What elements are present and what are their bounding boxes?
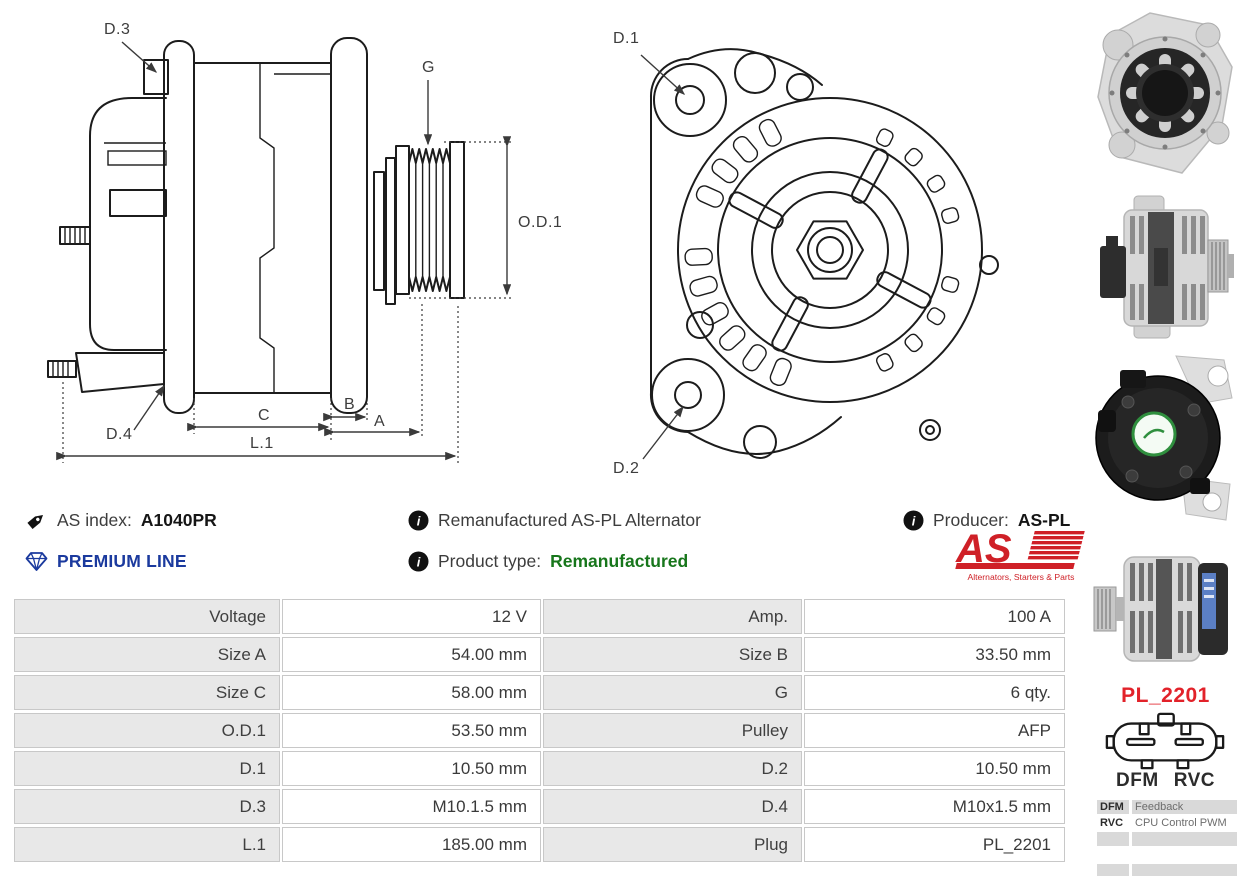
front-view-diagram: [585, 15, 1020, 485]
dim-label-c: C: [258, 407, 271, 424]
svg-text:i: i: [416, 513, 421, 528]
pin-label-dfm: DFM: [1116, 770, 1159, 791]
spec-value: PL_2201: [804, 827, 1065, 862]
product-photo-side-pulley: [1090, 545, 1241, 669]
premium-line-label: PREMIUM LINE: [57, 550, 187, 571]
dim-label-d3: D.3: [104, 21, 131, 38]
spec-value: 54.00 mm: [282, 637, 541, 672]
tag-icon: [25, 509, 48, 532]
spec-label: Pulley: [543, 713, 802, 748]
dim-label-d2: D.2: [613, 460, 640, 477]
table-row: [14, 827, 1067, 862]
legend-pin: RVC: [1100, 817, 1124, 829]
dim-label-d4: D.4: [106, 426, 133, 443]
spec-label: D.4: [543, 789, 802, 824]
spec-table: [14, 599, 1067, 865]
table-row: [14, 675, 1067, 710]
legend-desc: Feedback: [1132, 800, 1237, 814]
table-row: [14, 789, 1067, 824]
logo-text: AS: [956, 527, 1012, 571]
info-icon: [903, 510, 924, 531]
legend-row-empty: [1097, 864, 1237, 876]
plug-connector-diagram: [1102, 710, 1228, 772]
spec-value: 33.50 mm: [804, 637, 1065, 672]
product-type-label: Product type:: [438, 550, 542, 571]
legend-row: [1097, 816, 1237, 830]
dim-label-b: B: [344, 396, 356, 413]
spec-label: D.1: [14, 751, 280, 786]
as-index-row: [25, 507, 217, 533]
as-index-label: AS index:: [57, 509, 132, 530]
plug-legend: [1097, 800, 1237, 876]
spec-label: O.D.1: [14, 713, 280, 748]
table-row: [14, 751, 1067, 786]
product-type-value: Remanufactured: [550, 550, 689, 571]
table-row: [14, 637, 1067, 672]
svg-text:i: i: [911, 513, 916, 528]
svg-text:i: i: [416, 554, 421, 569]
legend-pin: DFM: [1097, 800, 1129, 814]
info-icon: [408, 510, 429, 531]
product-photo-back: [1090, 350, 1241, 528]
spec-value: 53.50 mm: [282, 713, 541, 748]
as-pl-logo-graphic: [948, 526, 1094, 584]
product-description: Remanufactured AS-PL Alternator: [438, 509, 701, 530]
table-row: [14, 713, 1067, 748]
spec-label: Size B: [543, 637, 802, 672]
pin-label-rvc: RVC: [1173, 770, 1215, 791]
spec-value: 58.00 mm: [282, 675, 541, 710]
spec-value: 10.50 mm: [804, 751, 1065, 786]
spec-label: Plug: [543, 827, 802, 862]
producer-label: Producer:: [933, 509, 1009, 530]
spec-label: Voltage: [14, 599, 280, 634]
spec-value: 185.00 mm: [282, 827, 541, 862]
dim-label-od1: O.D.1: [518, 214, 563, 231]
dim-label-a: A: [374, 413, 386, 430]
spec-value: AFP: [804, 713, 1065, 748]
spec-label: L.1: [14, 827, 280, 862]
legend-desc: CPU Control PWM: [1135, 817, 1227, 829]
spec-value: 10.50 mm: [282, 751, 541, 786]
spec-value: M10x1.5 mm: [804, 789, 1065, 824]
diamond-icon: [25, 551, 48, 572]
logo-tagline: Alternators, Starters & Parts: [967, 572, 1075, 582]
dim-label-l1: L.1: [250, 435, 274, 452]
dim-label-d1: D.1: [613, 30, 640, 47]
spec-label: Size C: [14, 675, 280, 710]
spec-label: G: [543, 675, 802, 710]
plug-pin-labels: [1090, 770, 1241, 792]
legend-row-empty: [1097, 832, 1237, 846]
side-view-diagram: [18, 8, 583, 488]
spec-label: D.3: [14, 789, 280, 824]
product-photo-side: [1090, 188, 1241, 346]
description-row: [408, 507, 701, 533]
spec-label: Amp.: [543, 599, 802, 634]
legend-row: [1097, 800, 1237, 814]
spec-label: Size A: [14, 637, 280, 672]
product-photo-front: [1090, 5, 1241, 180]
plug-name: PL_2201: [1121, 684, 1210, 707]
as-pl-logo: [948, 526, 1094, 584]
spec-value: M10.1.5 mm: [282, 789, 541, 824]
table-row: [14, 599, 1067, 634]
as-index-value: A1040PR: [140, 509, 217, 530]
legend-row-empty: [1097, 848, 1237, 862]
spec-label: D.2: [543, 751, 802, 786]
premium-line-row: [25, 548, 187, 574]
product-type-row: [408, 548, 688, 574]
spec-value: 6 qty.: [804, 675, 1065, 710]
spec-value: 12 V: [282, 599, 541, 634]
dim-label-g: G: [422, 59, 435, 76]
info-icon: [408, 551, 429, 572]
spec-value: 100 A: [804, 599, 1065, 634]
producer-value: AS-PL: [1017, 509, 1071, 530]
